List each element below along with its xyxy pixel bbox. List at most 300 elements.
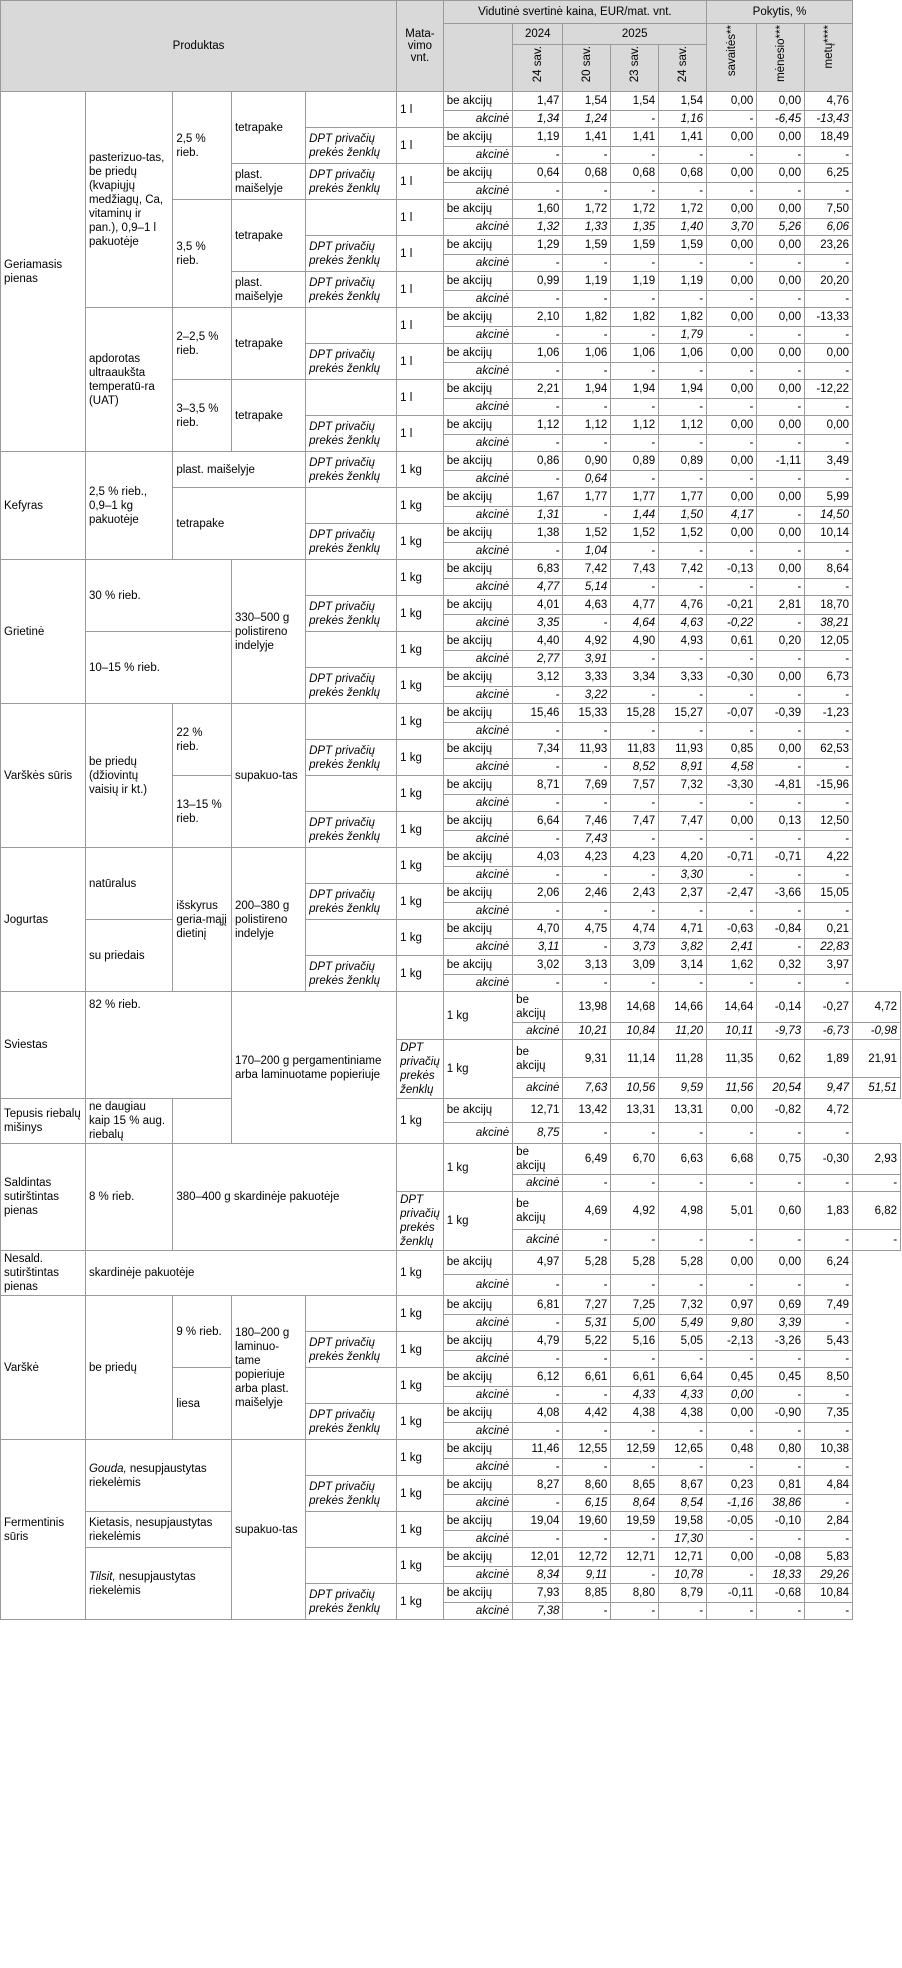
price-cell: - [563, 1274, 611, 1295]
price-type-be-akciju: be akcijų [443, 560, 512, 579]
price-cell: 1,59 [659, 236, 707, 255]
price-type-be-akciju: be akcijų [443, 1368, 512, 1387]
change-cell: 15,05 [805, 884, 853, 903]
price-type-akcine: akcinė [443, 435, 512, 452]
labels-kg: 1 kg [397, 1440, 444, 1476]
price-cell: 2,10 [513, 308, 563, 327]
price-cell: 3,09 [611, 956, 659, 975]
change-cell: - [707, 435, 757, 452]
price-cell: - [611, 723, 659, 740]
products-uat: apdorotas ultraaukšta temperatū-ra (UAT) [85, 308, 172, 452]
price-cell: - [563, 255, 611, 272]
price-type-be-akciju: be akcijų [443, 1404, 512, 1423]
change-cell: 1,89 [805, 1040, 853, 1078]
change-cell: - [805, 1603, 853, 1620]
price-cell: 1,82 [659, 308, 707, 327]
change-cell: 0,00 [707, 1387, 757, 1404]
products-supried: su priedais [85, 920, 172, 992]
price-cell: - [513, 1423, 563, 1440]
price-cell: 6,49 [563, 1144, 611, 1175]
labels-dpt: DPT privačių prekės ženklų [306, 596, 397, 632]
change-cell: - [757, 399, 805, 416]
change-cell: - [707, 1351, 757, 1368]
price-cell: 1,72 [563, 200, 611, 219]
change-cell: 0,00 [707, 1251, 757, 1275]
price-cell: 7,32 [659, 1296, 707, 1315]
price-cell: 0,99 [513, 272, 563, 291]
change-cell: 3,70 [707, 219, 757, 236]
price-cell: 1,82 [563, 308, 611, 327]
price-cell: 7,32 [659, 776, 707, 795]
change-cell: -0,13 [707, 560, 757, 579]
price-cell: 0,68 [563, 164, 611, 183]
change-cell: -0,10 [757, 1512, 805, 1531]
price-cell: 0,68 [611, 164, 659, 183]
price-type-be-akciju: be akcijų [443, 1548, 512, 1567]
change-cell: - [757, 327, 805, 344]
price-cell: - [611, 903, 659, 920]
price-type-be-akciju: be akcijų [443, 668, 512, 687]
table-row [1, 632, 901, 651]
change-cell: - [757, 615, 805, 632]
price-type-akcine: akcinė [443, 1315, 512, 1332]
tilsit-desc: nesupjaustytas riekelėmis [88, 1570, 196, 1597]
labels-l: 1 l [397, 272, 444, 308]
labels-dpt: DPT privačių prekės ženklų [306, 416, 397, 452]
price-cell: 8,91 [659, 759, 707, 776]
price-cell: 1,77 [611, 488, 659, 507]
price-cell: 7,57 [611, 776, 659, 795]
price-cell: 1,41 [563, 128, 611, 147]
price-cell: 11,56 [707, 1078, 757, 1099]
price-type-akcine: akcinė [443, 1531, 512, 1548]
change-cell: -0,27 [805, 992, 853, 1023]
header-savaites: savaitės** [725, 25, 738, 77]
products-r1015: 10–15 % rieb. [85, 632, 231, 704]
price-cell: 1,52 [563, 524, 611, 543]
price-cell: 3,22 [563, 687, 611, 704]
products-r82: 82 % rieb. [85, 992, 231, 1099]
price-cell: 15,33 [563, 704, 611, 723]
price-cell: 2,43 [611, 884, 659, 903]
price-type-be-akciju: be akcijų [443, 596, 512, 615]
change-cell: - [707, 867, 757, 884]
labels-kg: 1 kg [397, 956, 444, 992]
change-cell: - [805, 759, 853, 776]
price-type-akcine: akcinė [443, 111, 512, 128]
price-cell: 4,33 [659, 1387, 707, 1404]
change-cell: -6,73 [805, 1023, 853, 1040]
price-cell: 1,19 [611, 272, 659, 291]
empty-cell [306, 560, 397, 596]
change-cell: 6,82 [853, 1192, 901, 1230]
price-type-be-akciju: be akcijų [443, 884, 512, 903]
change-cell: - [805, 1122, 853, 1143]
price-type-be-akciju: be akcijų [443, 308, 512, 327]
change-cell: - [707, 1603, 757, 1620]
price-cell: - [659, 543, 707, 560]
price-cell: 4,76 [659, 596, 707, 615]
change-cell: 5,83 [805, 1548, 853, 1567]
price-cell: 11,20 [659, 1023, 707, 1040]
empty-cell [397, 1144, 444, 1192]
labels-dpt: DPT privačių prekės ženklų [306, 1404, 397, 1440]
change-cell: - [757, 903, 805, 920]
price-cell: 1,12 [611, 416, 659, 435]
change-cell: - [757, 543, 805, 560]
labels-dpt: DPT privačių prekės ženklų [397, 1192, 444, 1251]
change-cell: 0,00 [757, 308, 805, 327]
change-cell: - [757, 939, 805, 956]
labels-dpt: DPT privačių prekės ženklų [306, 164, 397, 200]
price-cell: - [563, 867, 611, 884]
change-cell: 6,73 [805, 668, 853, 687]
change-cell: 0,00 [805, 344, 853, 363]
header-week-23: 23 sav. [628, 46, 641, 83]
price-cell: 5,28 [611, 1251, 659, 1275]
products-sviestas: Sviestas [1, 992, 86, 1099]
change-cell: -0,21 [707, 596, 757, 615]
change-cell: 0,00 [707, 200, 757, 219]
price-cell: - [611, 795, 659, 812]
change-cell: 0,00 [707, 308, 757, 327]
labels-kg: 1 kg [397, 1512, 444, 1548]
change-cell: - [707, 687, 757, 704]
change-cell: 0,00 [757, 488, 805, 507]
price-cell: 3,11 [513, 939, 563, 956]
change-cell: -0,98 [853, 1023, 901, 1040]
products-r1315: 13–15 % rieb. [173, 776, 232, 848]
price-cell: 1,54 [611, 92, 659, 111]
price-cell: - [563, 975, 611, 992]
price-cell: 5,16 [611, 1332, 659, 1351]
labels-kg: 1 kg [443, 1144, 512, 1192]
products-r25: 2,5 % rieb. [173, 92, 232, 200]
price-cell: - [611, 1351, 659, 1368]
change-cell: - [853, 1230, 901, 1251]
change-cell: 9,47 [805, 1078, 853, 1099]
products-past: pasterizuo-tas, be priedų (kvapiųjų medžiagų, Ca, vitaminų ir pan.), 0,9–1 l pakuotėje [85, 92, 172, 308]
change-cell: -0,14 [757, 992, 805, 1023]
price-cell: 5,05 [659, 1332, 707, 1351]
price-cell: - [611, 1274, 659, 1295]
change-cell: 0,00 [707, 380, 757, 399]
price-cell: 6,83 [513, 560, 563, 579]
price-cell: - [563, 435, 611, 452]
change-cell: - [707, 1567, 757, 1584]
labels-kg: 1 kg [397, 452, 444, 488]
price-cell: 7,25 [611, 1296, 659, 1315]
change-cell: - [707, 579, 757, 596]
change-cell: -3,26 [757, 1332, 805, 1351]
empty-cell [306, 776, 397, 812]
labels-dpt: DPT privačių prekės ženklų [306, 1332, 397, 1368]
price-cell: - [513, 183, 563, 200]
change-cell: - [757, 723, 805, 740]
price-type-be-akciju: be akcijų [443, 164, 512, 183]
change-cell: - [707, 255, 757, 272]
price-type-be-akciju: be akcijų [513, 1040, 563, 1078]
price-cell: 1,59 [611, 236, 659, 255]
price-cell: 4,42 [563, 1404, 611, 1423]
change-cell: - [757, 1274, 805, 1295]
change-cell: 0,00 [757, 740, 805, 759]
price-cell: 4,97 [513, 1251, 563, 1275]
change-cell: -0,71 [757, 848, 805, 867]
change-cell: -0,11 [707, 1584, 757, 1603]
change-cell: - [757, 1423, 805, 1440]
price-cell: - [659, 363, 707, 380]
price-cell: - [611, 975, 659, 992]
products-grietine: Grietinė [1, 560, 86, 704]
price-cell: - [611, 111, 659, 128]
change-cell: 0,45 [757, 1368, 805, 1387]
price-type-be-akciju: be akcijų [443, 272, 512, 291]
price-type-be-akciju: be akcijų [443, 1296, 512, 1315]
change-cell: 0,00 [707, 92, 757, 111]
empty-cell [306, 380, 397, 416]
price-cell: - [611, 327, 659, 344]
price-cell: 3,12 [513, 668, 563, 687]
price-type-be-akciju: be akcijų [443, 740, 512, 759]
price-cell: 1,79 [659, 327, 707, 344]
products-poli: 330–500 g polistireno indelyje [231, 560, 305, 704]
price-cell: 7,43 [611, 560, 659, 579]
change-cell: 6,06 [805, 219, 853, 236]
change-cell: - [707, 903, 757, 920]
products-nesald: Nesald. sutirštintas pienas [1, 1251, 86, 1296]
price-cell: 4,64 [611, 615, 659, 632]
change-cell: - [757, 435, 805, 452]
price-cell: - [563, 1459, 611, 1476]
products-tetra: tetrapake [231, 200, 305, 272]
price-type-akcine: akcinė [443, 1387, 512, 1404]
table-row [1, 992, 901, 1023]
price-cell: 4,63 [659, 615, 707, 632]
products-supak: supakuo-tas [231, 704, 305, 848]
products-tetra: tetrapake [231, 92, 305, 164]
labels-kg: 1 kg [397, 1296, 444, 1332]
change-cell: 0,00 [707, 416, 757, 435]
change-cell: 2,93 [853, 1144, 901, 1175]
change-cell: 0,80 [757, 1440, 805, 1459]
price-cell: 5,14 [563, 579, 611, 596]
change-cell: 62,53 [805, 740, 853, 759]
labels-dpt: DPT privačių prekės ženklų [306, 452, 397, 488]
price-cell: 4,90 [611, 632, 659, 651]
change-cell: - [757, 795, 805, 812]
empty-cell [306, 848, 397, 884]
change-cell: 3,97 [805, 956, 853, 975]
change-cell: - [805, 1495, 853, 1512]
price-cell: 0,89 [611, 452, 659, 471]
price-cell: 1,38 [513, 524, 563, 543]
price-cell: 4,70 [513, 920, 563, 939]
price-cell: 4,40 [513, 632, 563, 651]
change-cell: 38,86 [757, 1495, 805, 1512]
price-cell: 1,77 [563, 488, 611, 507]
price-cell: - [513, 435, 563, 452]
price-cell: 13,42 [563, 1099, 611, 1123]
change-cell: - [707, 975, 757, 992]
empty-cell [306, 488, 397, 524]
labels-kg: 1 kg [397, 740, 444, 776]
change-cell: -9,73 [757, 1023, 805, 1040]
labels-kg: 1 kg [443, 992, 512, 1040]
price-cell: 1,54 [659, 92, 707, 111]
price-cell: 12,59 [611, 1440, 659, 1459]
labels-dpt: DPT privačių prekės ženklų [306, 128, 397, 164]
price-cell: 12,01 [513, 1548, 563, 1567]
price-cell: 13,31 [611, 1099, 659, 1123]
price-cell: - [611, 363, 659, 380]
price-cell: - [611, 1122, 659, 1143]
price-cell: - [563, 723, 611, 740]
price-cell: - [611, 1175, 659, 1192]
change-cell: 0,00 [757, 416, 805, 435]
labels-dpt: DPT privačių prekės ženklų [306, 344, 397, 380]
price-type-be-akciju: be akcijų [443, 380, 512, 399]
change-cell: 6,25 [805, 164, 853, 183]
change-cell: 4,17 [707, 507, 757, 524]
change-cell: 0,00 [805, 416, 853, 435]
labels-kg: 1 kg [397, 1368, 444, 1404]
price-cell: 6,81 [513, 1296, 563, 1315]
price-type-akcine: akcinė [443, 1567, 512, 1584]
price-cell: - [707, 1175, 757, 1192]
table-row [1, 1440, 901, 1459]
products-plast: plast. maišelyje [173, 452, 306, 488]
price-cell: 4,20 [659, 848, 707, 867]
products-r9: 9 % rieb. [173, 1296, 232, 1368]
table-row [1, 1144, 901, 1175]
price-cell: 1,06 [513, 344, 563, 363]
price-cell: - [513, 399, 563, 416]
price-cell: 4,38 [659, 1404, 707, 1423]
price-cell: - [513, 723, 563, 740]
price-cell: 4,77 [611, 596, 659, 615]
price-cell: 12,72 [563, 1548, 611, 1567]
price-cell: - [563, 1603, 611, 1620]
price-cell: - [611, 687, 659, 704]
header-week-24-2024: 24 sav. [531, 46, 544, 83]
change-cell: 20,20 [805, 272, 853, 291]
change-cell: 0,00 [757, 128, 805, 147]
change-cell: 4,22 [805, 848, 853, 867]
price-cell: 8,54 [659, 1495, 707, 1512]
price-type-be-akciju: be akcijų [443, 920, 512, 939]
labels-dpt: DPT privačių prekės ženklų [306, 740, 397, 776]
change-cell: 12,50 [805, 812, 853, 831]
price-cell: 1,52 [659, 524, 707, 543]
change-cell: 6,24 [805, 1251, 853, 1275]
change-cell: - [757, 867, 805, 884]
price-type-be-akciju: be akcijų [443, 452, 512, 471]
tilsit-label [85, 1548, 231, 1620]
change-cell: - [853, 1175, 901, 1192]
price-cell: 6,61 [563, 1368, 611, 1387]
price-cell: 3,14 [659, 956, 707, 975]
price-cell: 9,59 [659, 1078, 707, 1099]
price-cell: - [611, 1531, 659, 1548]
change-cell: 0,81 [757, 1476, 805, 1495]
change-cell: - [805, 255, 853, 272]
change-cell: - [707, 399, 757, 416]
change-cell: 0,00 [707, 236, 757, 255]
price-cell: 3,91 [563, 651, 611, 668]
products-lamin: 180–200 g laminuo-tame popieriuje arba plast. maišelyje [231, 1296, 305, 1440]
price-cell: 8,67 [659, 1476, 707, 1495]
price-cell: 2,06 [513, 884, 563, 903]
price-cell: - [611, 651, 659, 668]
price-cell: 0,68 [659, 164, 707, 183]
change-cell: - [707, 543, 757, 560]
products-skard: 380–400 g skardinėje pakuotėje [173, 1144, 397, 1251]
header-week-20: 20 sav. [580, 46, 593, 83]
change-cell: 8,50 [805, 1368, 853, 1387]
price-cell: 8,85 [563, 1584, 611, 1603]
products-poli2: 200–380 g polistireno indelyje [231, 848, 305, 992]
price-cell: 7,43 [563, 831, 611, 848]
change-cell: 0,20 [757, 632, 805, 651]
price-cell: - [659, 399, 707, 416]
price-type-akcine: akcinė [443, 327, 512, 344]
price-cell: - [513, 255, 563, 272]
change-cell: 2,41 [707, 939, 757, 956]
price-type-akcine: akcinė [443, 219, 512, 236]
price-cell: 1,19 [659, 272, 707, 291]
change-cell: 0,00 [757, 668, 805, 687]
price-cell: 10,56 [611, 1078, 659, 1099]
price-cell: 11,28 [659, 1040, 707, 1078]
change-cell: 0,32 [757, 956, 805, 975]
price-cell: - [611, 183, 659, 200]
change-cell: - [707, 651, 757, 668]
change-cell: - [805, 723, 853, 740]
price-cell: 19,59 [611, 1512, 659, 1531]
change-cell: 0,00 [757, 1251, 805, 1275]
price-cell: 1,94 [563, 380, 611, 399]
price-cell: 3,73 [611, 939, 659, 956]
products-tetra: tetrapake [173, 488, 306, 560]
products-be_pried: be priedų [85, 1296, 172, 1440]
change-cell: 0,45 [707, 1368, 757, 1387]
change-cell: -3,66 [757, 884, 805, 903]
price-cell: 11,93 [563, 740, 611, 759]
products-r225: 2–2,5 % rieb. [173, 308, 232, 380]
change-cell: 0,62 [757, 1040, 805, 1078]
price-cell: 10,21 [563, 1023, 611, 1040]
price-cell: 1,67 [513, 488, 563, 507]
price-type-akcine: akcinė [443, 615, 512, 632]
price-cell: 4,08 [513, 1404, 563, 1423]
labels-kg: 1 kg [397, 812, 444, 848]
price-type-akcine: akcinė [443, 1351, 512, 1368]
price-cell: 1,32 [513, 219, 563, 236]
change-cell: - [707, 327, 757, 344]
change-cell: 0,00 [707, 488, 757, 507]
price-cell: 6,63 [659, 1144, 707, 1175]
price-cell: 5,00 [611, 1315, 659, 1332]
products-tetra: tetrapake [231, 380, 305, 452]
price-cell: 14,68 [611, 992, 659, 1023]
change-cell: - [757, 1175, 805, 1192]
price-cell: - [611, 1603, 659, 1620]
empty-cell [306, 1548, 397, 1584]
price-cell: - [513, 831, 563, 848]
products-ferment: Fermentinis sūris [1, 1440, 86, 1620]
change-cell: 0,00 [707, 1404, 757, 1423]
